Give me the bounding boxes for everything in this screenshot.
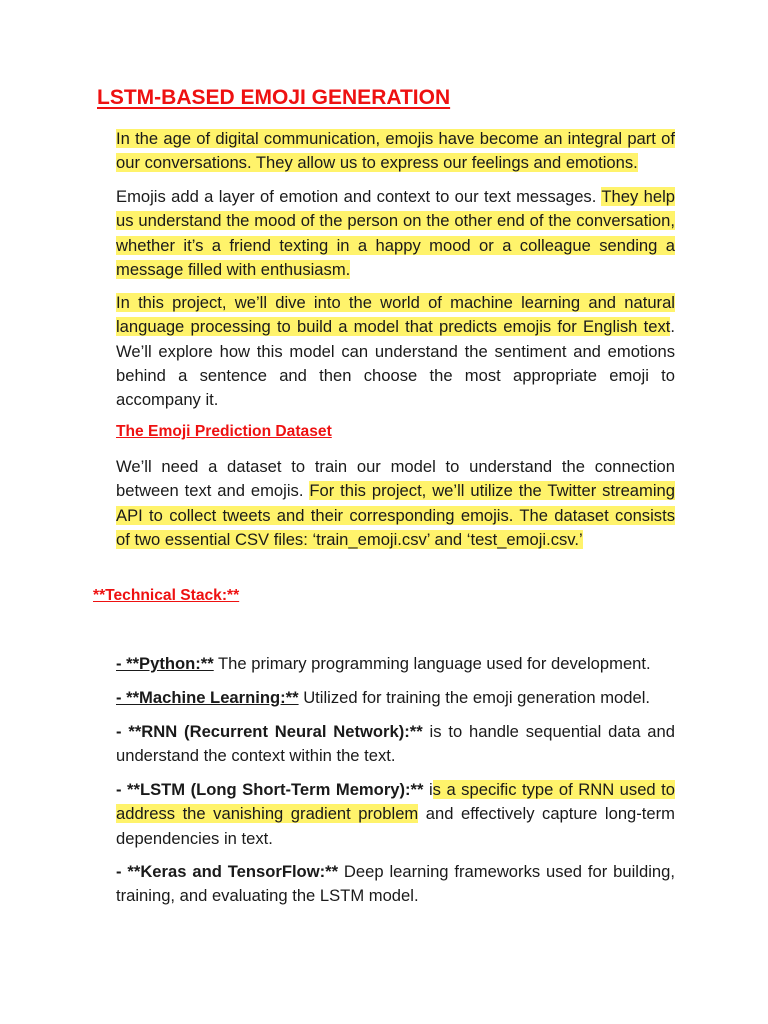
- stack-item-lstm: [116, 778, 675, 851]
- plain-text: We’ll need a dataset to train our model to understand the connection between text and emojis.: [116, 457, 675, 501]
- stack-item-label: - **RNN (Recurrent Neural Network):**: [116, 722, 423, 741]
- stack-item-text: and effectively capture long-term dependencies in text.: [116, 804, 675, 848]
- stack-item-machine-learning: [116, 686, 675, 710]
- highlighted-text: They help us understand the mood of the person on the other end of the conversation, whether it’s a friend texting in a happy mood or a colleague sending a message filled with enthusiasm.: [116, 187, 675, 279]
- stack-item-keras-tensorflow: [116, 860, 675, 909]
- stack-item-rnn: [116, 720, 675, 769]
- stack-item-label: - **Keras and TensorFlow:**: [116, 862, 339, 881]
- stack-item-python: [116, 652, 675, 676]
- intro-paragraph-3: [116, 291, 675, 412]
- highlighted-text: In this project, we’ll dive into the world of machine learning and natural language processing to build a model that predicts emojis for English text: [116, 293, 675, 337]
- highlighted-text: s a specific type of RNN used to address the vanishing gradient problem: [116, 780, 675, 824]
- intro-paragraph-2: [116, 185, 675, 282]
- stack-item-text: Deep learning frameworks used for building, training, and evaluating the LSTM model.: [116, 862, 675, 906]
- stack-item-label: - **LSTM (Long Short-Term Memory):**: [116, 780, 424, 799]
- page-title: LSTM-BASED EMOJI GENERATION: [97, 86, 451, 109]
- plain-text: Emojis add a layer of emotion and context to our text messages.: [116, 187, 597, 206]
- plain-text: . We’ll explore how this model can understand the sentiment and emotions behind a sentence and then choose the most appropriate emoji to accompany it.: [116, 317, 675, 410]
- stack-item-text: The primary programming language used for development.: [213, 654, 651, 673]
- stack-item-label: - **Python:**: [116, 654, 214, 673]
- dataset-heading: The Emoji Prediction Dataset: [116, 423, 332, 440]
- technical-stack-heading: **Technical Stack:**: [93, 587, 240, 604]
- stack-item-text: is to handle sequential data and understand the context within the text.: [116, 722, 675, 766]
- highlighted-text: In the age of digital communication, emojis have become an integral part of our conversations. They allow us to express our feelings and emotions.: [116, 129, 675, 173]
- stack-item-text: Utilized for training the emoji generation model.: [298, 688, 650, 707]
- stack-item-label: - **Machine Learning:**: [116, 688, 299, 707]
- stack-item-text-pre: i: [423, 780, 433, 799]
- intro-paragraph-1: [116, 127, 675, 176]
- dataset-paragraph: [116, 455, 675, 552]
- highlighted-text: For this project, we’ll utilize the Twitter streaming API to collect tweets and their corresponding emojis. The dataset consists of two essential CSV files: ‘train_emoji.csv’ and ‘test_emoji.csv.’: [116, 481, 676, 549]
